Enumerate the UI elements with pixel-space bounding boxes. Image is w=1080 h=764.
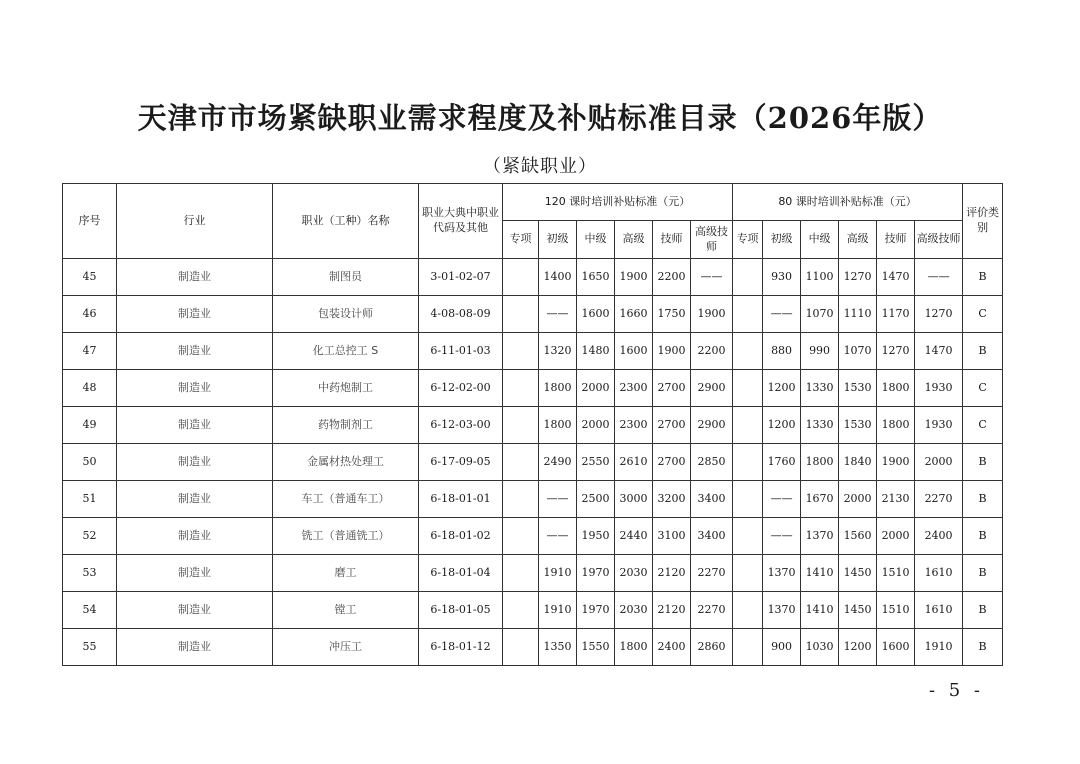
row-80-value: —— [763,518,801,555]
header-rating: 评价类别 [963,184,1003,259]
row-80-value: 990 [801,333,839,370]
row-80-value [733,555,763,592]
row-120-value: 2120 [653,555,691,592]
row-120-value [503,518,539,555]
row-80-value: 2000 [839,481,877,518]
row-120-value: 1900 [691,296,733,333]
row-80-value: 2400 [915,518,963,555]
row-120-value: 3100 [653,518,691,555]
row-code: 6-18-01-01 [419,481,503,518]
row-80-value: 1800 [877,407,915,444]
row-120-value: 2490 [539,444,577,481]
row-industry: 制造业 [117,370,273,407]
row-80-value: 880 [763,333,801,370]
row-120-value: 2270 [691,555,733,592]
row-120-value [503,333,539,370]
row-120-value: 1400 [539,259,577,296]
table-row [63,555,1003,592]
row-120-value [503,259,539,296]
row-80-value: 1470 [915,333,963,370]
row-80-value: 1450 [839,592,877,629]
row-80-value: 1530 [839,407,877,444]
row-120-value: 2030 [615,555,653,592]
row-80-value [733,259,763,296]
row-80-value: —— [763,481,801,518]
row-120-value: 3200 [653,481,691,518]
document-subtitle: （紧缺职业） [483,156,597,177]
row-80-value [733,333,763,370]
row-rating: B [963,481,1003,518]
header-occupation: 职业（工种）名称 [273,184,419,259]
row-industry: 制造业 [117,555,273,592]
row-80-value: 1330 [801,370,839,407]
row-occupation: 镗工 [273,592,419,629]
header-80-junior: 初级 [763,221,801,259]
row-80-value: 1200 [763,407,801,444]
row-120-value: 1910 [539,592,577,629]
row-80-value: 1030 [801,629,839,666]
row-120-value: 2200 [653,259,691,296]
row-code: 3-01-02-07 [419,259,503,296]
row-seq: 53 [63,555,117,592]
row-120-value: 1800 [615,629,653,666]
row-120-value: 1800 [539,407,577,444]
row-120-value: 1750 [653,296,691,333]
row-120-value: 2120 [653,592,691,629]
row-120-value: 2300 [615,370,653,407]
row-120-value: 3000 [615,481,653,518]
row-industry: 制造业 [117,407,273,444]
row-80-value: 1670 [801,481,839,518]
row-80-value: 930 [763,259,801,296]
row-industry: 制造业 [117,296,273,333]
row-80-value [733,370,763,407]
table-row [63,444,1003,481]
row-80-value: 1760 [763,444,801,481]
row-80-value: 1530 [839,370,877,407]
row-120-value [503,296,539,333]
row-occupation: 包装设计师 [273,296,419,333]
row-occupation: 药物制剂工 [273,407,419,444]
row-80-value: 1170 [877,296,915,333]
header-group-80: 80 课时培训补贴标准（元） [733,184,963,221]
row-80-value [733,407,763,444]
header-120-senior: 高级 [615,221,653,259]
table-row [63,592,1003,629]
row-120-value: 1550 [577,629,615,666]
table-row [63,518,1003,555]
row-rating: C [963,296,1003,333]
row-120-value: 2860 [691,629,733,666]
row-code: 6-12-02-00 [419,370,503,407]
row-occupation: 制图员 [273,259,419,296]
row-120-value: 1480 [577,333,615,370]
row-seq: 51 [63,481,117,518]
row-80-value: 1110 [839,296,877,333]
row-80-value: 1270 [915,296,963,333]
row-80-value: 1330 [801,407,839,444]
row-120-value [503,555,539,592]
header-80-senior: 高级 [839,221,877,259]
row-code: 6-18-01-05 [419,592,503,629]
row-80-value: —— [915,259,963,296]
header-80-technician: 技师 [877,221,915,259]
row-80-value: 2130 [877,481,915,518]
header-group-120: 120 课时培训补贴标准（元） [503,184,733,221]
row-120-value [503,444,539,481]
row-seq: 48 [63,370,117,407]
row-80-value [733,592,763,629]
row-occupation: 中药炮制工 [273,370,419,407]
row-120-value: 1320 [539,333,577,370]
row-120-value: 2700 [653,407,691,444]
row-80-value: 1270 [839,259,877,296]
row-120-value: 1910 [539,555,577,592]
row-80-value: 1840 [839,444,877,481]
row-80-value: 1910 [915,629,963,666]
row-80-value: 1410 [801,555,839,592]
row-80-value: 1900 [877,444,915,481]
row-80-value: 1100 [801,259,839,296]
row-80-value [733,518,763,555]
row-80-value: 1070 [801,296,839,333]
row-industry: 制造业 [117,592,273,629]
row-80-value: 1370 [801,518,839,555]
row-industry: 制造业 [117,518,273,555]
row-industry: 制造业 [117,259,273,296]
row-rating: B [963,518,1003,555]
row-120-value: 2610 [615,444,653,481]
row-80-value: 1370 [763,555,801,592]
row-80-value [733,296,763,333]
row-industry: 制造业 [117,444,273,481]
row-rating: B [963,555,1003,592]
row-code: 6-18-01-04 [419,555,503,592]
row-120-value: 2700 [653,444,691,481]
row-80-value: 1610 [915,555,963,592]
row-80-value: 1800 [801,444,839,481]
row-80-value: 2270 [915,481,963,518]
header-industry: 行业 [117,184,273,259]
row-rating: B [963,629,1003,666]
row-120-value: 1950 [577,518,615,555]
header-120-senior-technician: 高级技师 [691,221,733,259]
header-code: 职业大典中职业代码及其他 [419,184,503,259]
row-120-value: 1900 [653,333,691,370]
row-80-value: 1510 [877,555,915,592]
subsidy-table [62,183,1003,666]
row-80-value: 1370 [763,592,801,629]
row-rating: C [963,370,1003,407]
row-80-value [733,629,763,666]
row-code: 4-08-08-09 [419,296,503,333]
row-rating: B [963,592,1003,629]
row-industry: 制造业 [117,629,273,666]
row-120-value: 2030 [615,592,653,629]
table-row [63,629,1003,666]
row-occupation: 冲压工 [273,629,419,666]
row-code: 6-11-01-03 [419,333,503,370]
row-120-value: 1900 [615,259,653,296]
header-80-intermediate: 中级 [801,221,839,259]
document-title: 天津市市场紧缺职业需求程度及补贴标准目录（2026年版） [137,101,943,135]
row-seq: 45 [63,259,117,296]
row-80-value: 1410 [801,592,839,629]
row-80-value: 1800 [877,370,915,407]
row-rating: B [963,444,1003,481]
row-120-value: 3400 [691,481,733,518]
row-120-value [503,629,539,666]
table-row [63,296,1003,333]
row-120-value: 2900 [691,407,733,444]
row-occupation: 金属材热处理工 [273,444,419,481]
page-number: - 5 - [928,680,984,701]
row-120-value: 2700 [653,370,691,407]
header-120-intermediate: 中级 [577,221,615,259]
table-row [63,370,1003,407]
row-120-value [503,592,539,629]
row-80-value: 1930 [915,370,963,407]
row-120-value: 2500 [577,481,615,518]
row-120-value: —— [539,481,577,518]
row-occupation: 车工（普通车工） [273,481,419,518]
table-row [63,333,1003,370]
row-80-value: 2000 [915,444,963,481]
row-80-value: 1200 [763,370,801,407]
row-occupation: 化工总控工 S [273,333,419,370]
row-120-value: —— [539,296,577,333]
row-80-value: 1270 [877,333,915,370]
table-row [63,481,1003,518]
row-120-value [503,370,539,407]
row-120-value: 2400 [653,629,691,666]
row-120-value: 2900 [691,370,733,407]
row-80-value: 1560 [839,518,877,555]
row-occupation: 铣工（普通铣工） [273,518,419,555]
table-row [63,259,1003,296]
row-120-value: 2300 [615,407,653,444]
header-80-special: 专项 [733,221,763,259]
row-industry: 制造业 [117,333,273,370]
row-120-value: —— [539,518,577,555]
header-120-technician: 技师 [653,221,691,259]
row-code: 6-17-09-05 [419,444,503,481]
row-120-value: 1970 [577,592,615,629]
row-seq: 47 [63,333,117,370]
row-80-value: 1470 [877,259,915,296]
row-code: 6-12-03-00 [419,407,503,444]
row-120-value: —— [691,259,733,296]
row-seq: 52 [63,518,117,555]
row-80-value [733,444,763,481]
header-120-junior: 初级 [539,221,577,259]
row-seq: 46 [63,296,117,333]
row-code: 6-18-01-02 [419,518,503,555]
row-industry: 制造业 [117,481,273,518]
row-rating: B [963,259,1003,296]
row-80-value: 2000 [877,518,915,555]
row-80-value: 1930 [915,407,963,444]
row-80-value: 1510 [877,592,915,629]
row-80-value: 1450 [839,555,877,592]
header-seq: 序号 [63,184,117,259]
row-120-value: 1600 [577,296,615,333]
row-120-value: 2270 [691,592,733,629]
row-120-value: 1970 [577,555,615,592]
row-120-value: 1650 [577,259,615,296]
row-120-value: 2550 [577,444,615,481]
row-code: 6-18-01-12 [419,629,503,666]
row-seq: 55 [63,629,117,666]
row-rating: C [963,407,1003,444]
row-120-value: 1350 [539,629,577,666]
row-120-value [503,481,539,518]
row-seq: 49 [63,407,117,444]
row-120-value: 2000 [577,370,615,407]
row-80-value: —— [763,296,801,333]
row-120-value: 2200 [691,333,733,370]
table-body [63,259,1003,666]
row-80-value: 1600 [877,629,915,666]
row-seq: 50 [63,444,117,481]
row-120-value: 2850 [691,444,733,481]
row-120-value: 1800 [539,370,577,407]
row-120-value [503,407,539,444]
row-80-value [733,481,763,518]
row-120-value: 3400 [691,518,733,555]
table-row [63,407,1003,444]
row-80-value: 1610 [915,592,963,629]
header-80-senior-technician: 高级技师 [915,221,963,259]
row-120-value: 2000 [577,407,615,444]
row-80-value: 1070 [839,333,877,370]
header-120-special: 专项 [503,221,539,259]
row-120-value: 2440 [615,518,653,555]
row-80-value: 900 [763,629,801,666]
row-occupation: 磨工 [273,555,419,592]
row-120-value: 1600 [615,333,653,370]
row-120-value: 1660 [615,296,653,333]
row-seq: 54 [63,592,117,629]
row-rating: B [963,333,1003,370]
row-80-value: 1200 [839,629,877,666]
